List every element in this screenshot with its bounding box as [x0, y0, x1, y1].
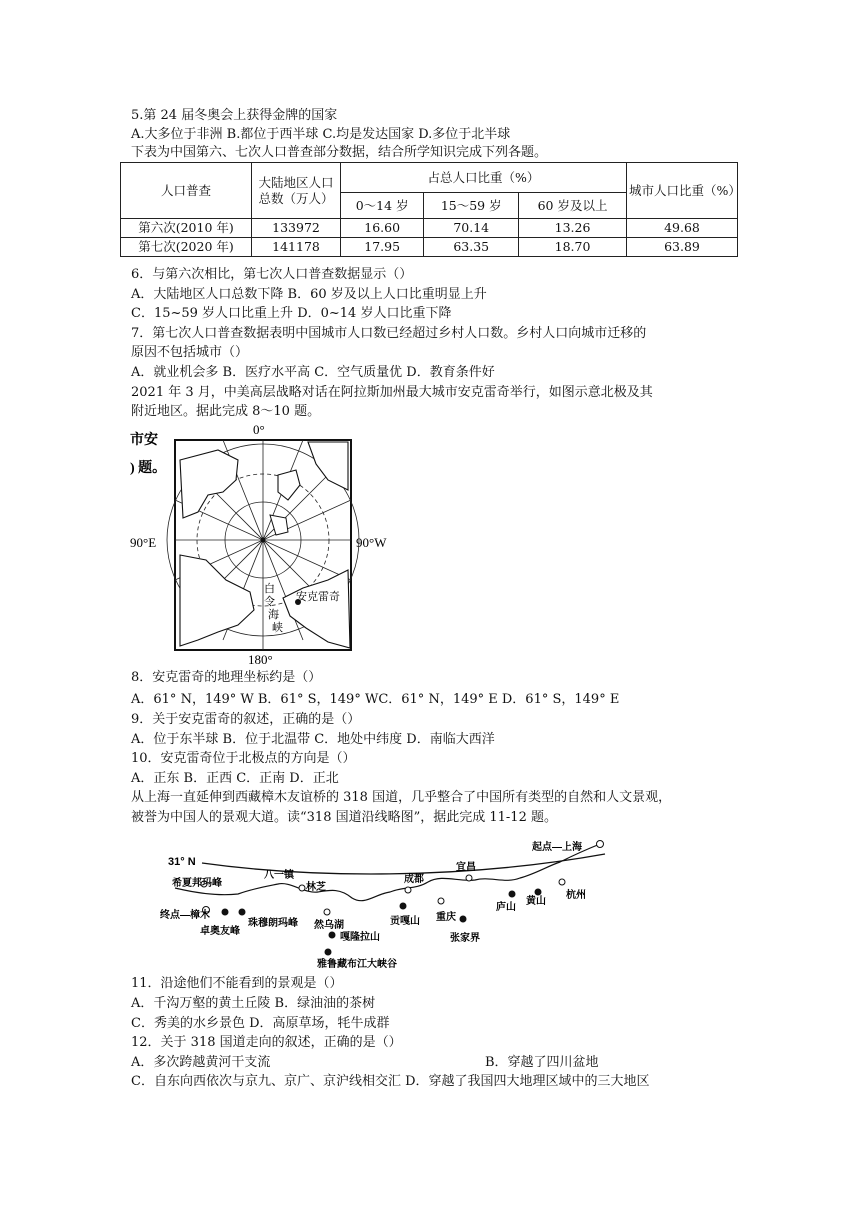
sub-60: 60 岁及以上: [519, 193, 627, 219]
q7-line2: 原因不包括城市（）: [131, 345, 249, 360]
cell: 63.35: [424, 238, 519, 257]
label-place: 贡嘎山: [390, 916, 420, 927]
cell: 16.60: [341, 219, 424, 238]
table-row: [121, 238, 738, 257]
landmass: [270, 515, 288, 535]
label-strait-3: 海: [268, 609, 279, 621]
table-intro: 下表为中国第六、七次人口普查部分数据，结合所学知识完成下列各题。: [131, 145, 548, 160]
q11-options-cd: C．秀美的水乡景色 D．高原草场，牦牛成群: [131, 1016, 390, 1031]
label-place: 嘎隆拉山: [340, 932, 380, 943]
place-marker: [466, 875, 472, 881]
intro-11-line1: 从上海一直延伸到西藏樟木友谊桥的 318 国道，几乎整合了中国所有类型的自然和人文景观，: [131, 790, 672, 805]
q12: 12．关于 318 国道走向的叙述，正确的是（）: [131, 1035, 402, 1050]
place-marker: [509, 891, 516, 898]
cell: 17.95: [341, 238, 424, 257]
north-pole-point: [261, 538, 266, 543]
header-census: 人口普查: [121, 163, 252, 219]
cell: 141178: [252, 238, 341, 257]
q12-option-b: B．穿越了四川盆地: [485, 1055, 599, 1070]
q9: 9．关于安克雷奇的叙述，正确的是（）: [131, 712, 361, 727]
label-lon-0: 0°: [253, 422, 265, 437]
q12-option-a: A．多次跨越黄河干支流: [131, 1055, 271, 1070]
q5: 5.第 24 届冬奥会上获得金牌的国家: [131, 108, 338, 123]
q8: 8．安克雷奇的地理坐标约是（）: [131, 670, 322, 685]
sub-15-59: 15～59 岁: [424, 193, 519, 219]
q11-options-ab: A．千沟万壑的黄土丘陵 B．绿油油的茶树: [131, 996, 376, 1011]
landmass: [180, 555, 254, 646]
route-318-map: [160, 836, 620, 971]
label-strait-2: 令: [264, 596, 275, 608]
cell: 133972: [252, 219, 341, 238]
label-place: 庐山: [496, 902, 516, 913]
label-place: 卓奥友峰: [200, 926, 240, 937]
label-strait-4: 峡: [272, 622, 283, 634]
q5-options: A.大多位于非洲 B.都位于西半球 C.均是发达国家 D.多位于北半球: [131, 127, 511, 142]
cell: 70.14: [424, 219, 519, 238]
label-start: 起点—上海: [532, 842, 582, 853]
label-place: 杭州: [566, 890, 586, 901]
intro-8-line1: 2021 年 3 月，中美高层战略对话在阿拉斯加州最大城市安克雷奇举行，如图示意北极及其: [131, 385, 653, 400]
cell: 63.89: [627, 238, 738, 257]
q8-options: A．61° N，149° W B．61° S，149° WC．61° N，149° E D．61° S，149° E: [131, 692, 620, 707]
q6: 6．与第六次相比，第七次人口普查数据显示（）: [131, 267, 413, 282]
row-name: 第七次(2020 年): [121, 238, 252, 257]
place-marker: [405, 887, 411, 893]
census-table: [120, 162, 741, 257]
landmass: [180, 450, 238, 518]
q6-options-cd: C．15~59 岁人口比重上升 D．0~14 岁人口比重下降: [131, 306, 452, 321]
q12-options-cd: C．自东向西依次与京九、京广、京沪线相交汇 D．穿越了我国四大地理区域中的三大地区: [131, 1074, 650, 1089]
label-anchorage: 安克雷奇: [296, 591, 340, 603]
place-marker: [325, 949, 332, 956]
landmass: [278, 470, 300, 500]
place-marker: [329, 932, 336, 939]
crop-text-mid: ) 题。: [130, 461, 167, 476]
place-marker: [239, 909, 246, 916]
table-row: [121, 219, 738, 238]
q10: 10．安克雷奇位于北极点的方向是（）: [131, 751, 356, 766]
label-place: 宜昌: [456, 862, 476, 873]
label-lon-180: 180°: [248, 652, 273, 667]
arctic-map: [128, 420, 398, 670]
q10-options: A．正东 B．正西 C．正南 D．正北: [131, 771, 339, 786]
place-marker: [222, 909, 229, 916]
q9-options: A．位于东半球 B．位于北温带 C．地处中纬度 D．南临大西洋: [131, 732, 495, 747]
label-place: 八一镇: [264, 870, 294, 881]
cell: 18.70: [519, 238, 627, 257]
intro-11-line2: 被誉为中国人的景观大道。读“318 国道沿线略图”，据此完成 11-12 题。: [131, 810, 557, 825]
header-city: 城市人口比重（%）: [627, 163, 738, 219]
cell: 49.68: [627, 219, 738, 238]
place-marker: [299, 885, 305, 891]
label-lon-90e: 90°E: [130, 535, 157, 550]
start-point: [597, 841, 604, 848]
label-place: 黄山: [526, 896, 546, 907]
cell: 13.26: [519, 219, 627, 238]
place-marker: [535, 889, 542, 896]
label-place: 林芝: [306, 882, 326, 893]
intro-8-line2: 附近地区。据此完成 8～10 题。: [131, 404, 321, 419]
label-place: 珠穆朗玛峰: [248, 918, 298, 929]
q7-options: A．就业机会多 B．医疗水平高 C．空气质量优 D．教育条件好: [131, 365, 495, 380]
label-latitude: 31° N: [168, 856, 196, 868]
label-strait-1: 白: [264, 583, 275, 595]
q11: 11．沿途他们不能看到的景观是（）: [131, 976, 343, 991]
sub-0-14: 0～14 岁: [341, 193, 424, 219]
label-place: 雅鲁藏布江大峡谷: [317, 959, 397, 970]
label-lon-90w: 90°W: [356, 535, 387, 550]
label-place: 张家界: [450, 933, 480, 944]
crop-text-top: 市安: [130, 433, 158, 448]
label-place: 重庆: [436, 912, 456, 923]
place-marker: [438, 898, 444, 904]
q7-line1: 7．第七次人口普查数据表明中国城市人口数已经超过乡村人口数。乡村人口向城市迁移的: [131, 326, 647, 341]
place-marker: [559, 879, 565, 885]
row-name: 第六次(2010 年): [121, 219, 252, 238]
place-marker: [400, 903, 407, 910]
place-marker: [460, 916, 467, 923]
place-marker: [324, 909, 330, 915]
label-place: 成都: [404, 874, 424, 885]
header-total: 大陆地区人口总数（万人）: [252, 163, 341, 219]
latitude-line: [202, 854, 605, 874]
label-place: 然乌湖: [314, 920, 344, 931]
label-end: 终点—樟木: [160, 910, 210, 921]
landmass: [283, 570, 350, 648]
landmass: [308, 442, 348, 490]
header-ratio: 占总人口比重（%）: [341, 163, 627, 193]
label-place: 希夏邦玛峰: [172, 878, 222, 889]
q6-options-ab: A．大陆地区人口总数下降 B．60 岁及以上人口比重明显上升: [131, 287, 487, 302]
